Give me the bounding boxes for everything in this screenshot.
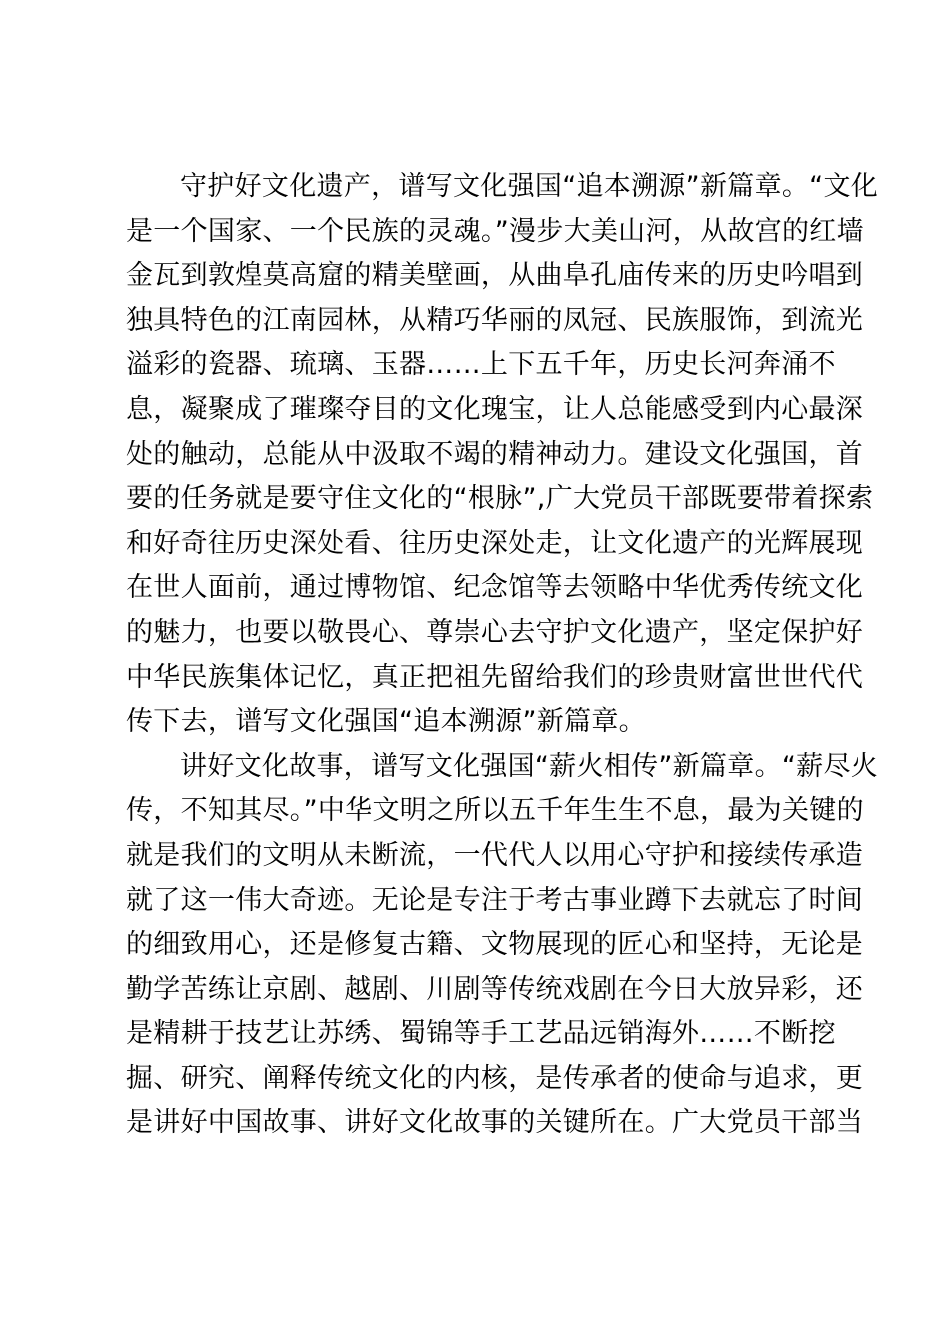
text-line: 传，不知其尽。”中华文明之所以五千年生生不息，最为关键的 [126, 795, 864, 827]
paragraph-stories [126, 745, 879, 1146]
text-line: 的细致用心，还是修复古籍、文物展现的匠心和坚持，无论是 [126, 929, 864, 961]
text-line: 就了这一伟大奇迹。无论是专注于考古事业蹲下去就忘了时间 [126, 884, 864, 916]
text-line: 是精耕于技艺让苏绣、蜀锦等手工艺品远销海外……不断挖 [126, 1018, 836, 1050]
text-line: 是一个国家、一个民族的灵魂。”漫步大美山河，从故宫的红墙 [126, 215, 864, 247]
text-line: 溢彩的瓷器、琉璃、玉器……上下五千年，历史长河奔涌不 [126, 349, 836, 381]
text-line: 中华民族集体记忆，真正把祖先留给我们的珍贵财富世世代代 [126, 661, 864, 693]
text-line: 是讲好中国故事、讲好文化故事的关键所在。广大党员干部当 [126, 1107, 864, 1139]
text-line: 要的任务就是要守住文化的“根脉”,广大党员干部既要带着探索 [126, 483, 874, 515]
text-line: 处的触动，总能从中汲取不竭的精神动力。建设文化强国，首 [126, 438, 864, 470]
text-line: 和好奇往历史深处看、往历史深处走，让文化遗产的光辉展现 [126, 527, 864, 559]
text-line: 息，凝聚成了璀璨夺目的文化瑰宝，让人总能感受到内心最深 [126, 393, 864, 425]
text-line: 勤学苦练让京剧、越剧、川剧等传统戏剧在今日大放异彩，还 [126, 973, 864, 1005]
text-line: 金瓦到敦煌莫高窟的精美壁画，从曲阜孔庙传来的历史吟唱到 [126, 260, 864, 292]
text-line: 守护好文化遗产，谱写文化强国“追本溯源”新篇章。“文化 [180, 171, 879, 202]
document-body [126, 165, 879, 1146]
text-line: 的魅力，也要以敬畏心、尊崇心去守护文化遗产，坚定保护好 [126, 616, 864, 648]
text-line: 传下去，谱写文化强国“追本溯源”新篇章。 [126, 706, 646, 738]
paragraph-heritage [126, 165, 879, 745]
text-line: 讲好文化故事，谱写文化强国“薪火相传”新篇章。“薪尽火 [180, 750, 879, 782]
text-line: 就是我们的文明从未断流，一代代人以用心守护和接续传承造 [126, 839, 864, 871]
text-line: 在世人面前，通过博物馆、纪念馆等去领略中华优秀传统文化 [126, 572, 864, 604]
text-line: 独具特色的江南园林，从精巧华丽的凤冠、民族服饰，到流光 [126, 304, 864, 336]
text-line: 掘、研究、阐释传统文化的内核，是传承者的使命与追求，更 [126, 1062, 864, 1094]
